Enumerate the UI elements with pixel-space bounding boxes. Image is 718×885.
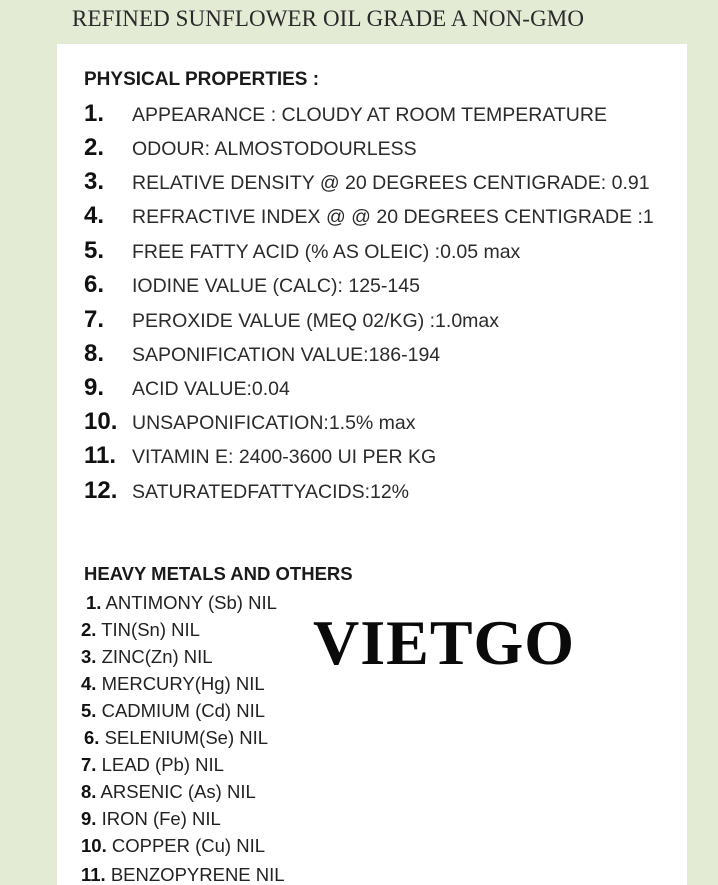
metal-item [86,592,277,614]
property-number: 6. [84,271,105,298]
metal-item [81,808,221,830]
metal-item [81,619,200,641]
property-number: 3. [84,168,105,195]
metal-text: IRON (Fe) NIL [96,808,221,829]
physical-properties-heading: PHYSICAL PROPERTIES : [84,69,320,90]
metal-item [81,835,265,857]
property-text: SAPONIFICATION VALUE:186-194 [132,344,441,366]
property-number: 9. [84,374,105,401]
property-number: 7. [84,306,105,333]
property-number: 12. [84,477,118,504]
property-number: 1. [84,100,105,127]
metal-item [81,646,213,668]
property-text: ODOUR: ALMOSTODOURLESS [132,138,417,160]
metal-number: 5. [81,700,97,721]
metal-number: 2. [81,619,97,640]
property-text: REFRACTIVE INDEX @ @ 20 DEGREES CENTIGRADE :1 [132,206,654,228]
spec-sheet [57,44,687,885]
property-text: RELATIVE DENSITY @ 20 DEGREES CENTIGRADE: 0.91 [132,172,650,194]
metal-text: MERCURY(Hg) NIL [96,673,265,694]
property-text: VITAMIN E: 2400-3600 UI PER KG [132,446,437,468]
heavy-metals-heading: HEAVY METALS AND OTHERS [84,563,353,584]
metal-number: 4. [81,673,97,694]
metal-number: 3. [81,646,97,667]
property-text: PEROXIDE VALUE (MEQ 02/KG) :1.0max [132,310,499,332]
property-text: APPEARANCE : CLOUDY AT ROOM TEMPERATURE [132,104,607,126]
property-text: SATURATEDFATTYACIDS:12% [132,481,410,503]
property-text: IODINE VALUE (CALC): 125-145 [132,275,420,297]
vietgo-watermark: VIETGO [313,607,576,678]
metal-text: CADMIUM (Cd) NIL [96,700,265,721]
metal-text: ANTIMONY (Sb) NIL [101,592,277,613]
metal-text: ZINC(Zn) NIL [96,646,213,667]
metal-text: SELENIUM(Se) NIL [99,727,269,748]
property-number: 8. [84,340,105,367]
metal-item [81,700,265,722]
property-text: UNSAPONIFICATION:1.5% max [132,412,416,434]
metal-text: COPPER (Cu) NIL [106,835,266,856]
property-number: 4. [84,202,105,229]
property-number: 5. [84,237,105,264]
metal-text: LEAD (Pb) NIL [96,754,224,775]
metal-text: BENZOPYRENE NIL [105,864,285,885]
metal-number: 6. [84,727,100,748]
metal-item [81,673,265,695]
document-title: REFINED SUNFLOWER OIL GRADE A NON-GMO [72,6,585,31]
metal-item [84,727,268,749]
metal-number: 8. [81,781,97,802]
property-number: 10. [84,408,118,435]
metal-item [81,754,224,776]
property-number: 11. [84,442,117,469]
property-text: FREE FATTY ACID (% AS OLEIC) :0.05 max [132,241,521,263]
metal-text: TIN(Sn) NIL [96,619,200,640]
metal-number: 1. [86,592,102,613]
property-number: 2. [84,134,105,161]
metal-number: 10. [81,835,107,856]
metal-item [81,781,256,803]
metal-number: 9. [81,808,97,829]
metal-number: 11. [81,864,106,885]
metal-item [81,864,285,885]
metal-number: 7. [81,754,97,775]
property-text: ACID VALUE:0.04 [132,378,290,400]
metal-text: ARSENIC (As) NIL [96,781,256,802]
